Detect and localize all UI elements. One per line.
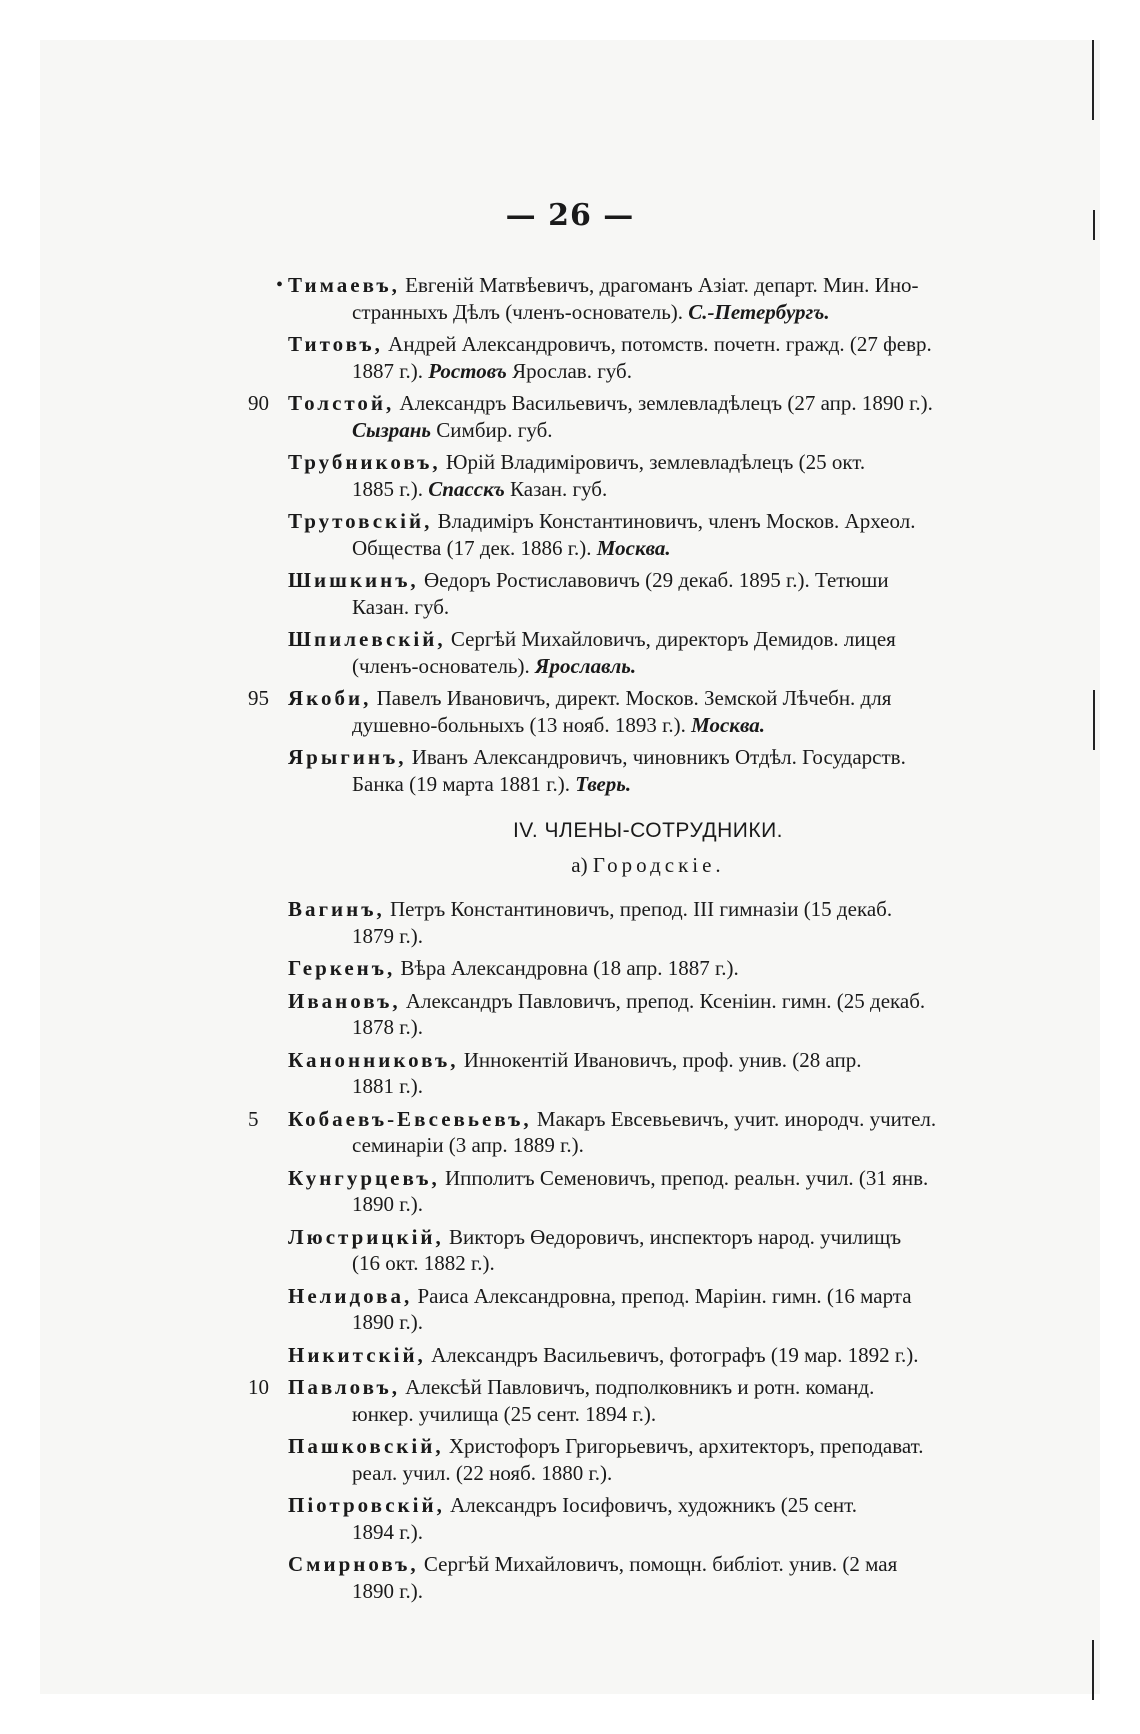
entry-text: Павелъ Ивановичъ, директ. Москов. Земской Лѣчебн. для (376, 686, 892, 710)
surname: Якоби, (288, 686, 372, 710)
entry-text: Ярослав. губ. (512, 358, 632, 383)
surname: Шишкинъ, (288, 568, 419, 592)
place-name: Тверь. (575, 771, 632, 796)
entry-text: Казан. губ. (510, 476, 608, 501)
entry-text: Евгеній Матвѣевичъ, драгоманъ Азіат. департ. Мин. Ино- (405, 273, 919, 297)
list-item (288, 955, 1008, 982)
entry-text: Сергѣй Михайловичъ, директоръ Демидов. лицея (450, 627, 896, 651)
member-list (248, 272, 1008, 1610)
surname: Трубниковъ, (288, 450, 441, 474)
entry-text: Симбир. губ. (436, 417, 553, 442)
subsection-title (288, 853, 1008, 878)
list-item (288, 1165, 1008, 1218)
place-name: Ростовъ (428, 358, 507, 383)
entry-text: Өедоръ Ростиславовичъ (29 декаб. 1895 г.). Тетюши (423, 568, 889, 592)
list-item (288, 1492, 1008, 1545)
entry-text: Викторъ Өедоровичъ, инспекторъ народ. училищъ (449, 1224, 902, 1249)
place-name: Спасскъ (428, 476, 505, 501)
entry-text: странныхъ Дѣлъ (членъ-основатель). (352, 299, 684, 324)
scan-edge-line (1092, 40, 1094, 120)
entry-number: 10 (248, 1375, 269, 1399)
list-item (288, 988, 1008, 1041)
surname: Геркенъ, (288, 956, 396, 980)
entry-text: Александръ Васильевичъ, фотографъ (19 мар. 1892 г.). (431, 1342, 919, 1367)
entry-text: 1890 г.). (352, 1578, 423, 1603)
entry-text: Иванъ Александровичъ, чиновникъ Отдѣл. Государств. (411, 745, 906, 769)
entry-text: Казан. губ. (352, 594, 450, 619)
entry-text: юнкер. училища (25 сент. 1894 г.). (352, 1401, 657, 1426)
surname: Толстой, (288, 391, 395, 415)
list-item (288, 508, 1008, 561)
list-item (276, 272, 1008, 325)
surname: Ивановъ, (288, 988, 401, 1013)
entry-text: Андрей Александровичъ, потомств. почетн. гражд. (27 февр. (388, 332, 932, 356)
subsection-prefix: а) (571, 853, 588, 877)
list-item (288, 1283, 1008, 1336)
entry-text: (16 окт. 1882 г.). (352, 1251, 495, 1275)
surname: Тимаевъ, (288, 273, 400, 297)
entry-text: реал. учил. (22 нояб. 1880 г.). (352, 1460, 613, 1485)
surname: Люстрицкій, (288, 1224, 444, 1249)
surname: Пашковскій, (288, 1434, 444, 1458)
entry-text: Общества (17 дек. 1886 г.). (352, 535, 592, 560)
surname: Кобаевъ-Евсевьевъ, (288, 1106, 532, 1131)
entry-text: Сергѣй Михайловичъ, помощн. библіот. унив. (2 мая (423, 1552, 898, 1576)
surname: Титовъ, (288, 332, 383, 356)
place-name: Сызрань (352, 417, 432, 442)
entry-number: 5 (248, 1106, 259, 1131)
list-item (248, 390, 1008, 443)
page-number: — 26 — (505, 198, 635, 233)
section-title: IV. ЧЛЕНЫ-СОТРУДНИКИ. (512, 819, 784, 842)
entry-text: 1890 г.). (352, 1310, 423, 1334)
entry-text: Александръ Павловичъ, препод. Ксеніин. гимн. (25 декаб. (405, 988, 926, 1013)
list-item (288, 896, 1008, 949)
asterisk-mark: • (276, 274, 284, 296)
list-item (248, 1374, 1008, 1427)
scan-edge-line (1093, 690, 1095, 750)
subsection-label: Городскіе. (592, 853, 725, 877)
entry-text: 1887 г.). (352, 358, 423, 383)
surname: Трутовскій, (288, 509, 433, 533)
list-item (288, 1342, 1008, 1369)
entry-text: Вѣра Александровна (18 апр. 1887 г.). (400, 956, 739, 980)
entry-number: 95 (248, 686, 269, 710)
entry-text: Ипполитъ Семеновичъ, препод. реальн. учил. (31 янв. (445, 1165, 929, 1190)
entry-text: душевно-больныхъ (13 нояб. 1893 г.). (352, 712, 686, 737)
surname: Вагинъ, (288, 897, 385, 921)
place-name: Москва. (691, 712, 765, 737)
entry-number: 90 (248, 391, 269, 415)
surname: Піотровскій, (288, 1493, 445, 1517)
entry-text: Макаръ Евсевьевичъ, учит. инородч. учител. (536, 1106, 937, 1131)
list-item (288, 1224, 1008, 1277)
entry-text: Владиміръ Константиновичъ, членъ Москов. Археол. (437, 509, 916, 533)
surname: Никитскій, (288, 1342, 426, 1367)
entry-text: 1881 г.). (352, 1074, 423, 1098)
surname: Нелидова, (288, 1283, 413, 1308)
list-item (288, 1047, 1008, 1100)
surname: Смирновъ, (288, 1552, 419, 1576)
list-item (288, 449, 1008, 502)
entry-text: (членъ-основатель). (352, 653, 530, 678)
entry-text: семинаріи (3 апр. 1889 г.). (352, 1133, 584, 1157)
surname: Канонниковъ, (288, 1047, 459, 1072)
place-name: С.-Петербургъ. (688, 299, 830, 324)
scan-edge-line (1092, 1640, 1094, 1700)
entry-text: Александръ Васильевичъ, землевладѣлецъ (27 апр. 1890 г.). (399, 391, 933, 415)
list-item (248, 685, 1008, 738)
list-item (288, 626, 1008, 679)
entry-text: Юрій Владиміровичъ, землевладѣлецъ (25 окт. (445, 450, 866, 474)
list-item (288, 1433, 1008, 1486)
entry-text: Раиса Александровна, препод. Маріин. гимн. (16 марта (417, 1283, 912, 1308)
entry-text: Алексѣй Павловичъ, подполковникъ и ротн. команд. (405, 1375, 875, 1399)
entry-text: Петръ Константиновичъ, препод. III гимназіи (15 декаб. (390, 897, 893, 921)
entry-text: Христофоръ Григорьевичъ, архитекторъ, преподават. (448, 1434, 924, 1458)
entry-text: 1894 г.). (352, 1519, 423, 1544)
place-name: Ярославль. (535, 653, 637, 678)
entry-text: Иннокентій Ивановичъ, проф. унив. (28 апр. (463, 1047, 862, 1072)
entry-text: 1890 г.). (352, 1192, 423, 1216)
place-name: Москва. (596, 535, 671, 560)
entry-text: 1885 г.). (352, 476, 423, 501)
surname: Шпилевскій, (288, 627, 446, 651)
surname: Кунгурцевъ, (288, 1165, 440, 1190)
entry-text: 1879 г.). (352, 923, 423, 948)
entry-text: Александръ Іосифовичъ, художникъ (25 сент. (450, 1493, 857, 1517)
list-item (288, 331, 1008, 384)
list-item (288, 567, 1008, 620)
entry-text: 1878 г.). (352, 1015, 423, 1039)
list-item (288, 1551, 1008, 1604)
surname: Павловъ, (288, 1375, 400, 1399)
surname: Ярыгинъ, (288, 745, 407, 769)
list-item (248, 1106, 1008, 1159)
entry-text: Банка (19 марта 1881 г.). (352, 771, 570, 796)
list-item (288, 744, 1008, 797)
